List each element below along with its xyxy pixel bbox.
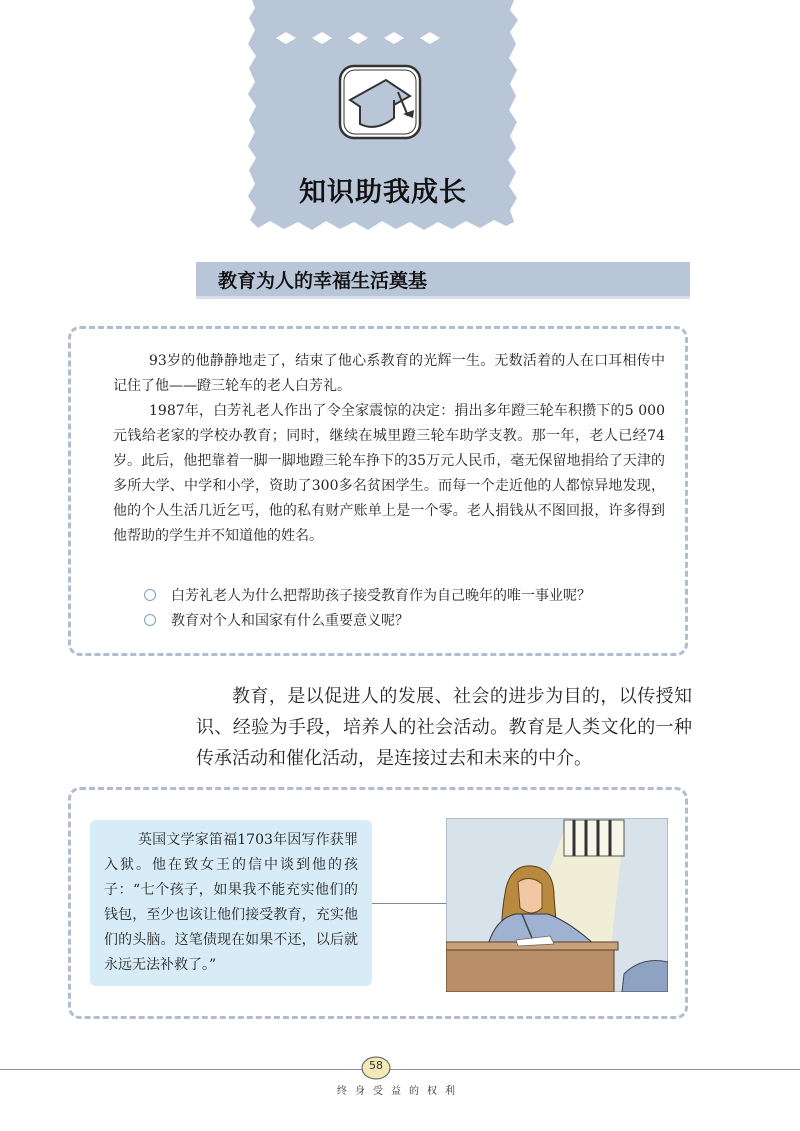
chapter-banner	[248, 0, 518, 232]
graduation-cap-icon	[340, 66, 420, 138]
question-bullet-icon	[144, 589, 156, 601]
section-title: 教育为人的幸福生活奠基	[218, 270, 428, 292]
page-number-badge	[361, 1056, 391, 1080]
question-2: 教育对个人和国家有什么重要意义呢？	[171, 613, 409, 629]
section-heading	[196, 262, 690, 296]
footer-title: 终身受益的权利	[337, 1086, 463, 1097]
footer-divider	[0, 1069, 800, 1070]
section-heading-shadow	[196, 296, 690, 299]
story-paragraph-2: 1987年，白芳礼老人作出了令全家震惊的决定：捐出多年蹬三轮车积攒下的5 000元钱给老家的学校办教育；同时，继续在城里蹬三轮车助学支教。那一年，老人已经74岁。此后，他把靠着一脚一脚地蹬三轮车挣下的35万元人民币，毫无保留地捐给了天津的多所大学、中学和小学，资助了300多名贫困学生。而每一个走近他的人都惊异地发现，他的个人生活几近乞丐，他的私有财产账单上是一个零。老人捐钱从不图回报，许多得到他帮助的学生并不知道他的姓名。	[113, 403, 665, 544]
question-1: 白芳礼老人为什么把帮助孩子接受教育作为自己晚年的唯一事业呢？	[171, 588, 591, 604]
story-paragraph-1: 93岁的他静静地走了，结束了他心系教育的光辉一生。无数活着的人在口耳相传中记住了他——蹬三轮车的老人白芳礼。	[113, 353, 665, 394]
story-box	[68, 326, 688, 656]
page-number: 58	[369, 1059, 383, 1072]
question-bullet-icon	[144, 614, 156, 626]
main-paragraph: 教育，是以促进人的发展、社会的进步为目的，以传授知识、经验为手段，培养人的社会活动。教育是人类文化的一种传承活动和催化活动，是连接过去和未来的中介。	[196, 686, 692, 769]
chapter-title: 知识助我成长	[299, 177, 467, 208]
connector-line	[372, 903, 446, 904]
note-text: 英国文学家笛福1703年因写作获罪入狱。他在致女王的信中谈到他的孩子：“七个孩子，如果我不能充实他们的钱包，至少也该让他们接受教育，充实他们的头脑。这笔债现在如果不还，以后就永远无法补救了。”	[104, 832, 358, 973]
prison-writer-illustration	[446, 818, 668, 992]
note-card	[90, 820, 372, 986]
